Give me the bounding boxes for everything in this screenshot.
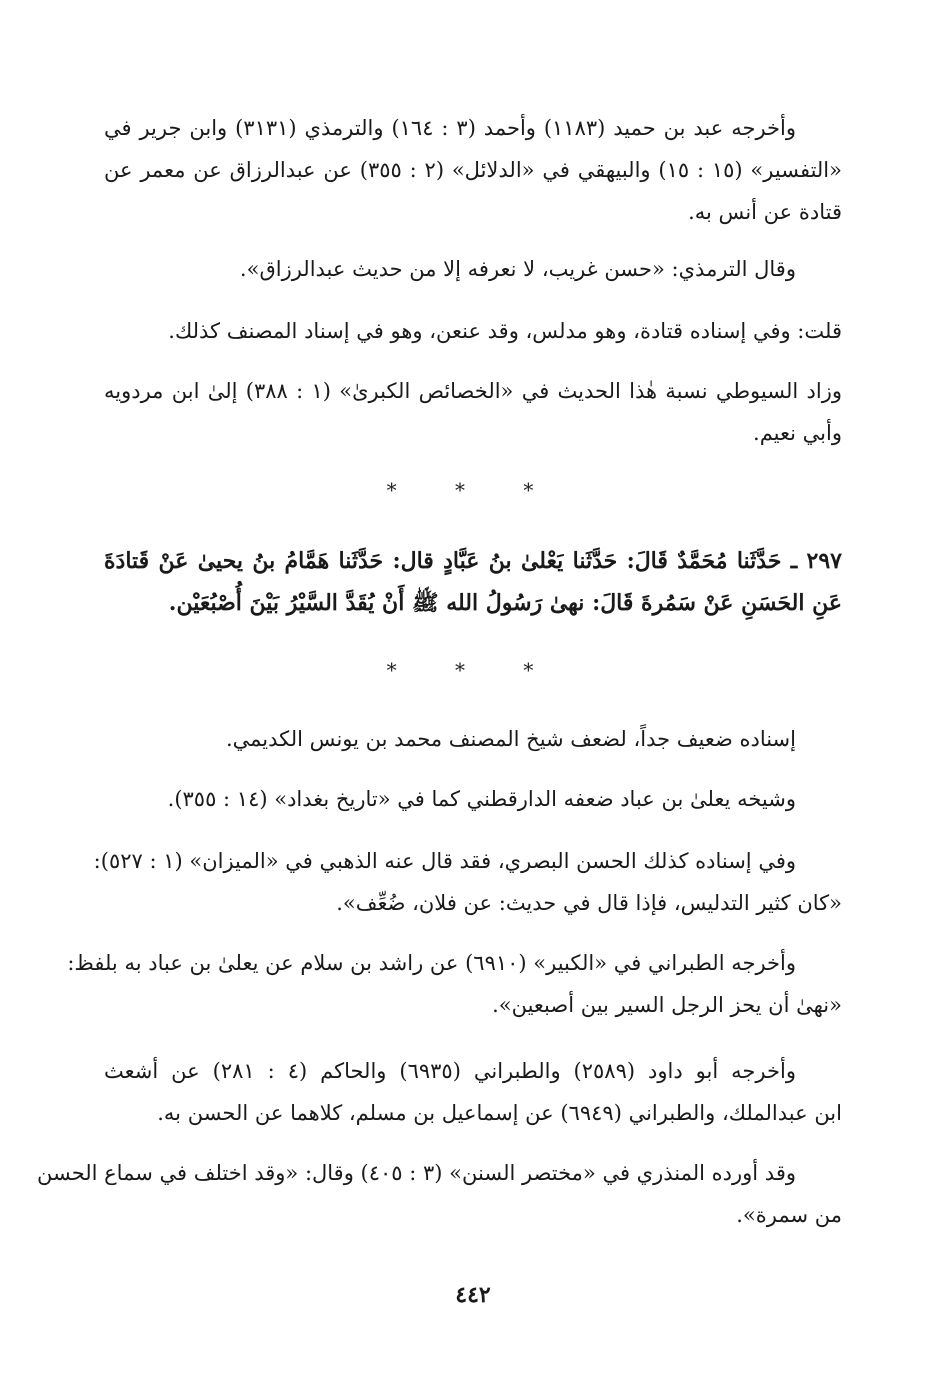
text-line: وقد أورده المنذري في «مختصر السنن» (٣ : ٤٠٥) وقال: «وقد اختلف في سماع الحسن <box>36 1161 796 1185</box>
text-line: عَنِ الحَسَنِ عَنْ سَمُرةَ قَالَ: نهىٰ رَسُولُ الله ﷺ أَنْ يُقَدَّ السَّيْرُ بَيْنَ أُصْبُعَيْن. <box>168 590 842 616</box>
paragraph-suyuti <box>104 370 842 454</box>
text-line: وأبي نعيم. <box>753 421 842 445</box>
text-line: وفي إسناده كذلك الحسن البصري، فقد قال عنه الذهبي في «الميزان» (١ : ٥٢٧): <box>93 849 796 873</box>
text-line: «التفسير» (١٥ : ١٥) والبيهقي في «الدلائل» (٢ : ٣٥٥) عن عبدالرزاق عن معمر عن <box>104 158 842 182</box>
section-separator: * * * <box>386 658 560 682</box>
text-line: قتادة عن أنس به. <box>688 200 842 224</box>
paragraph-hasan-basri <box>93 840 842 924</box>
text-line: وزاد السيوطي نسبة هٰذا الحديث في «الخصائص الكبرىٰ» (١ : ٣٨٨) إلىٰ ابن مردويه <box>104 379 842 403</box>
text-line: وقال الترمذي: «حسن غريب، لا نعرفه إلا من حديث عبدالرزاق». <box>239 257 796 281</box>
text-line: إسناده ضعيف جداً، لضعف شيخ المصنف محمد بن يونس الكديمي. <box>225 727 796 751</box>
text-line: «نهىٰ أن يحز الرجل السير بين أصبعين». <box>492 993 842 1017</box>
paragraph-tirmidhi-quote <box>104 248 842 290</box>
paragraph-yala-ibn-abbad <box>104 778 842 820</box>
text-line: ابن عبدالملك، والطبراني (٦٩٤٩) عن إسماعيل بن مسلم، كلاهما عن الحسن به. <box>157 1101 842 1125</box>
paragraph-note-qatada <box>104 310 842 352</box>
section-separator: * * * <box>386 478 560 502</box>
text-line: وأخرجه الطبراني في «الكبير» (٦٩١٠) عن راشد بن سلام عن يعلىٰ بن عباد به بلفظ: <box>67 951 796 975</box>
text-line: وشيخه يعلىٰ بن عباد ضعفه الدارقطني كما في «تاريخ بغداد» (١٤ : ٣٥٥). <box>167 787 796 811</box>
paragraph-isnad-weak <box>104 718 842 760</box>
paragraph-takhrij-1 <box>104 107 842 233</box>
text-line: ٢٩٧ ـ حَدَّثَنا مُحَمَّدٌ قَالَ: حَدَّثَنا يَعْلىٰ بنُ عَبَّادٍ قال: حَدَّثَنا هَمَّامُ بنُ يحيىٰ عَنْ قَتادَةَ <box>104 548 842 574</box>
text-line: «كان كثير التدليس، فإذا قال في حديث: عن فلان، ضُعِّف». <box>336 891 842 915</box>
text-line: وأخرجه أبو داود (٢٥٨٩) والطبراني (٦٩٣٥) والحاكم (٤ : ٢٨١) عن أشعث <box>104 1059 796 1083</box>
paragraph-abu-dawud <box>104 1050 842 1134</box>
text-line: قلت: وفي إسناده قتادة، وهو مدلس، وقد عنعن، وهو في إسناد المصنف كذلك. <box>168 319 842 343</box>
paragraph-mundhiri <box>36 1152 842 1236</box>
text-line: من سمرة». <box>736 1203 842 1227</box>
text-line: وأخرجه عبد بن حميد (١١٨٣) وأحمد (٣ : ١٦٤) والترمذي (٣١٣١) وابن جرير في <box>104 116 796 140</box>
hadith-text-297 <box>104 540 842 624</box>
paragraph-tabarani-kabir <box>67 942 842 1026</box>
page-number: ٤٤٢ <box>455 1282 491 1308</box>
